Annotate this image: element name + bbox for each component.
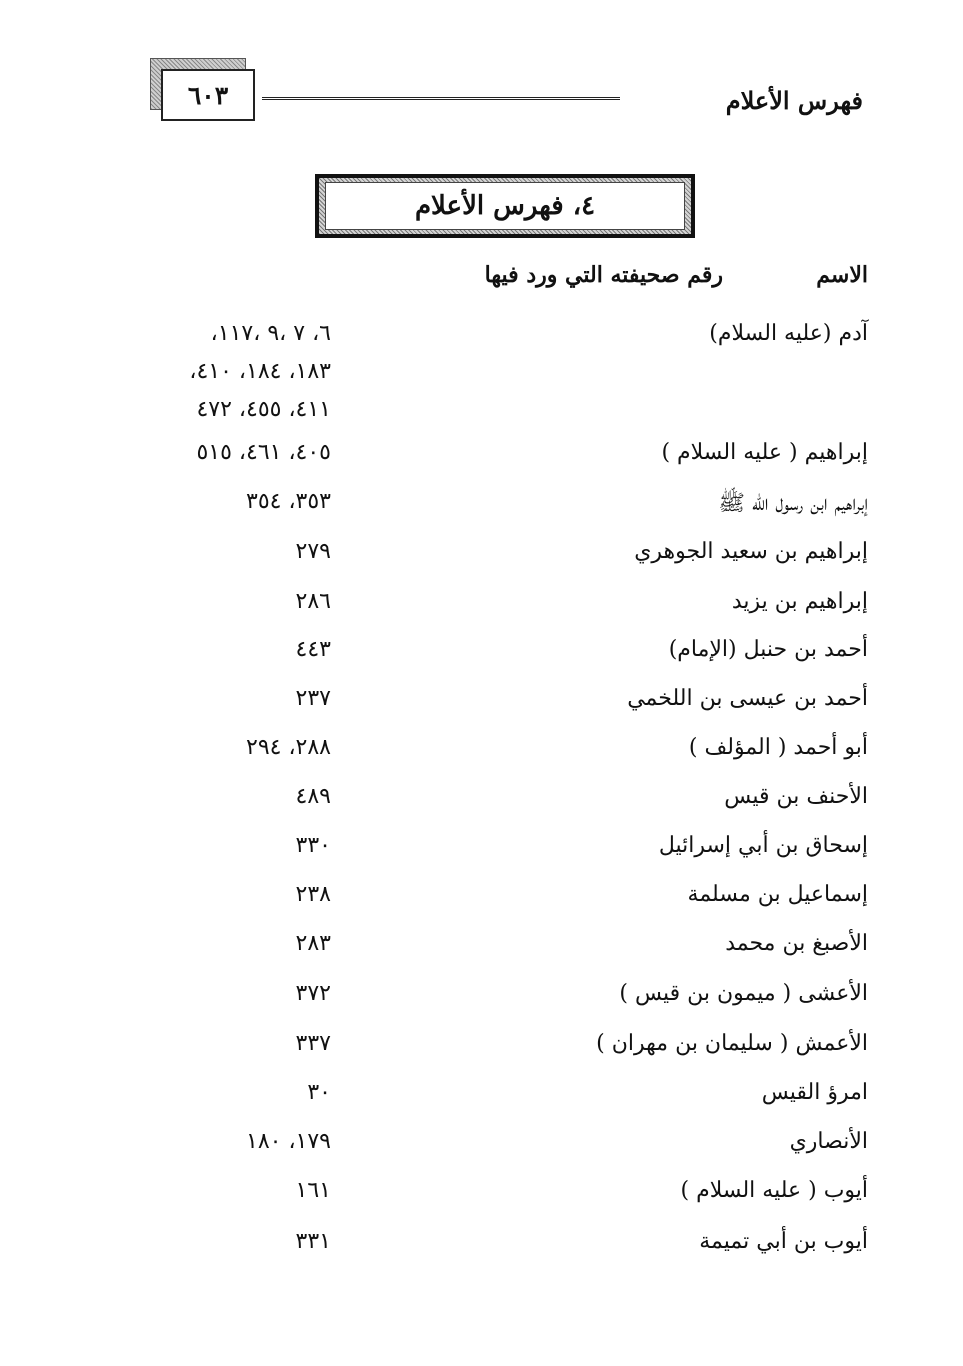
entry-name: الأعمش ( سليمان بن مهران ) (596, 1031, 868, 1056)
entry-pages: ٣٣١ (295, 1229, 331, 1254)
entry-pages: ٦، ٧ ،٩ ،١١٧، (210, 321, 331, 346)
entry-pages: ٤٤٣ (295, 637, 331, 662)
entry-pages: ٤١١، ٤٥٥، ٤٧٢ (196, 397, 331, 422)
header-rule (262, 97, 620, 100)
entry-pages: ٣٣٧ (295, 1031, 331, 1056)
entry-name: إبراهيم بن يزيد (731, 589, 868, 614)
entry-pages: ٣٠ (307, 1080, 331, 1105)
entry-name: الأعشى ( ميمون بن قيس ) (619, 981, 868, 1006)
entry-name: أيوب بن أبي تميمة (699, 1229, 868, 1254)
entry-pages: ١٦١ (295, 1178, 331, 1203)
entry-pages: ٢٨٦ (295, 589, 331, 614)
column-head-pages: رقم صحيفته التي ورد فيها (484, 262, 723, 288)
entry-name: الأحنف بن قيس (724, 784, 868, 809)
entry-pages: ٣٧٢ (295, 981, 331, 1006)
entry-pages: ٢٣٧ (295, 686, 331, 711)
entry-name: آدم (عليه السلام) (709, 321, 868, 346)
entry-pages: ٤٨٩ (295, 784, 331, 809)
entry-pages: ٢٧٩ (295, 539, 331, 564)
entry-name: أبو أحمد ( المؤلف ) (688, 735, 868, 760)
page-number: ٦٠٣ (161, 69, 255, 121)
running-head-title: فهرس الأعلام (725, 86, 863, 115)
entry-name: إبراهيم ( عليه السلام ) (661, 440, 868, 465)
entry-pages: ٢٣٨ (295, 882, 331, 907)
entry-name: أحمد بن عيسى بن اللخمي (627, 686, 868, 711)
entry-name: إبراهيم ابن رسول اللّه ﷺ (718, 491, 868, 516)
entry-name: إسحاق بن أبي إسرائيل (658, 833, 868, 858)
section-title-frame (315, 174, 695, 238)
entry-pages: ٢٨٣ (295, 931, 331, 956)
entry-pages: ١٨٣، ١٨٤، ٤١٠، (189, 359, 331, 384)
entry-name: الأنصاري (789, 1129, 868, 1154)
entry-name: امرؤ القيس (761, 1080, 868, 1105)
column-head-name: الاسم (816, 262, 868, 288)
entry-pages: ٢٨٨، ٢٩٤ (246, 735, 331, 760)
entry-pages: ٤٠٥، ٤٦١، ٥١٥ (196, 440, 331, 465)
entry-name: أحمد بن حنبل (الإمام) (668, 637, 868, 662)
entry-pages: ١٧٩، ١٨٠ (246, 1129, 331, 1154)
section-title: ٤، فهرس الأعلام (325, 182, 685, 230)
entry-pages: ٣٥٣، ٣٥٤ (246, 489, 331, 514)
entry-pages: ٣٣٠ (295, 833, 331, 858)
entry-name: الأصبغ بن محمد (725, 931, 868, 956)
entry-name: أيوب ( عليه السلام ) (680, 1178, 868, 1203)
entry-name: إسماعيل بن مسلمة (687, 882, 868, 907)
entry-name: إبراهيم بن سعيد الجوهري (634, 539, 868, 564)
